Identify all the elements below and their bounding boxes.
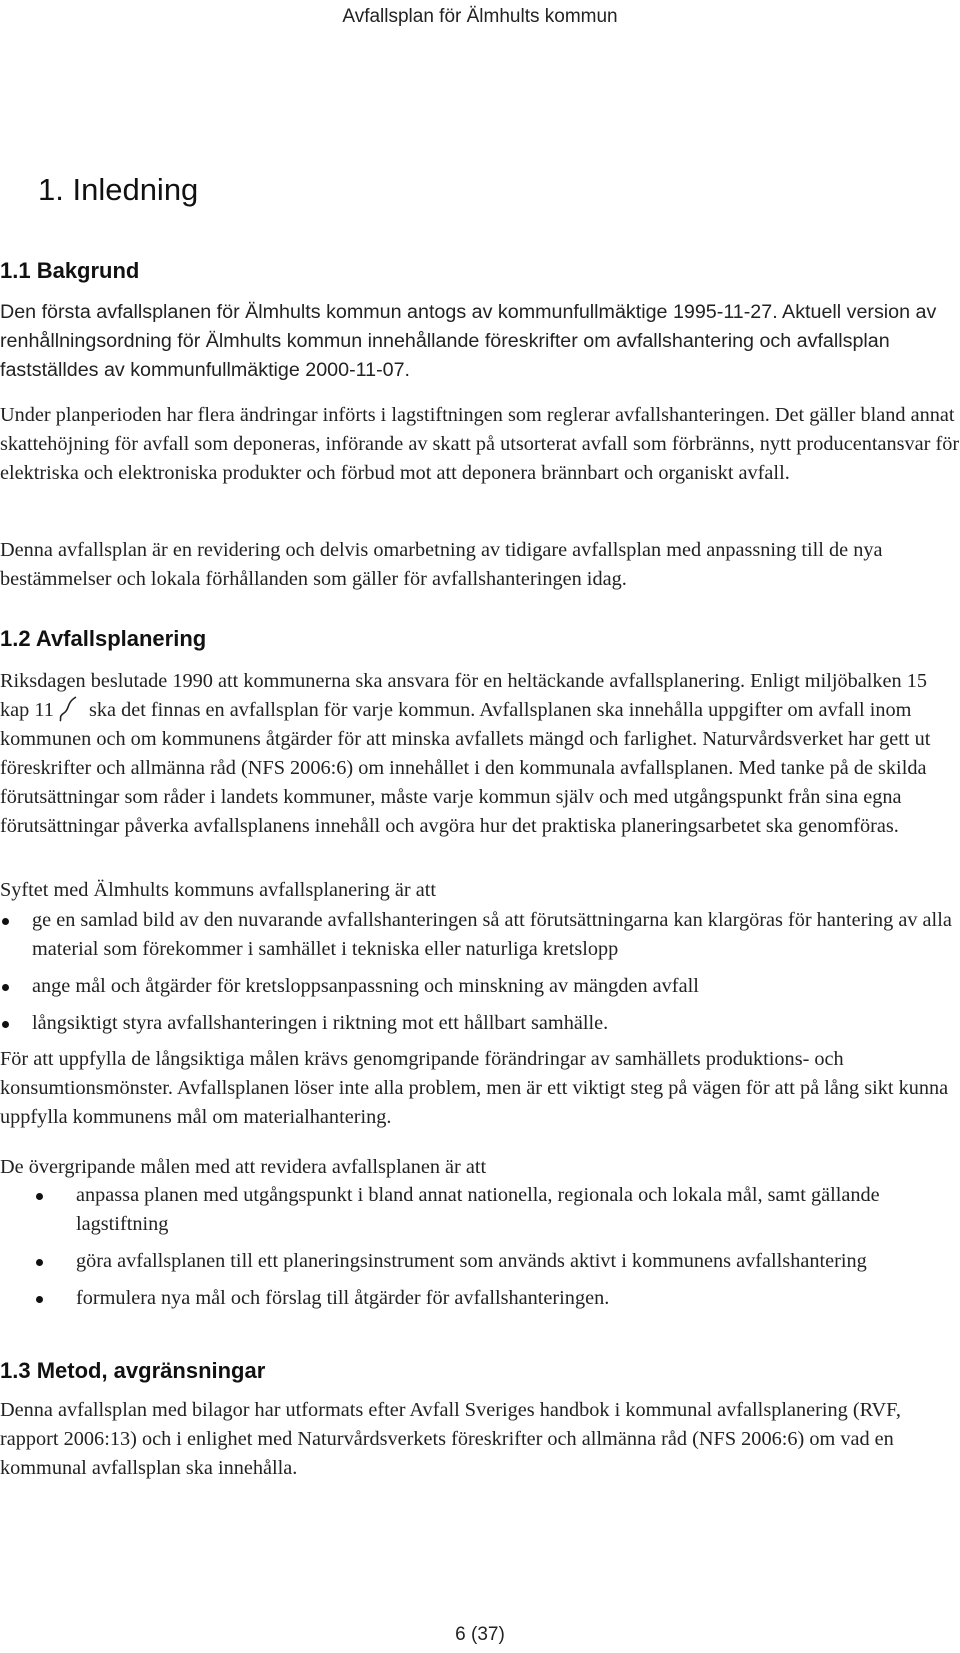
goals-bullet-list [0, 1181, 960, 1321]
chapter-heading: 1. Inledning [38, 172, 199, 207]
bullet-text: långsiktigt styra avfallshanteringen i riktning mot ett hållbart samhälle. [32, 1012, 609, 1034]
section-heading-metod: 1.3 Metod, avgränsningar [0, 1358, 266, 1383]
paragraph-bakgrund-3: Denna avfallsplan är en revidering och delvis omarbetning av tidigare avfallsplan med anpassning till de nya bestämmelser och lokala förhållanden som gäller för avfallshanteringen idag. [0, 539, 883, 590]
bullet-item [0, 1284, 960, 1313]
paragraph-avfallsplanering-1-start: Riksdagen beslutade 1990 att kommunerna ska ansvara för en heltäckande avfallsplanering. Enligt miljöbalken 15 kap 11 [0, 670, 928, 721]
bullet-item [0, 1009, 960, 1038]
paragraph-avfallsplanering-1 [0, 667, 960, 841]
bullet-icon [36, 1296, 43, 1303]
paragraph-avfallsplanering-2: För att uppfylla de långsiktiga målen krävs genomgripande förändringar av samhällets produktions- och konsumtionsmönster. Avfallsplanen löser inte alla problem, men är ett viktigt steg på vägen för att på lång sikt kunna uppfylla kommunens mål om materialhantering. [0, 1048, 949, 1128]
bullet-icon [2, 1021, 9, 1028]
bullet-item [0, 1181, 960, 1239]
bullet-item [0, 1247, 960, 1276]
paragraph-bakgrund-2: Under planperioden har flera ändringar införts i lagstiftningen som reglerar avfallshanteringen. Det gäller bland annat skattehöjning för avfall som deponeras, införande av skatt på utsorterat avfall som förbränns, nytt producentansvar för elektriska och elektroniska produkter och förbud mot att deponera brännbart och organiskt avfall. [0, 404, 960, 484]
bullet-item [0, 906, 960, 964]
bullet-text: ange mål och åtgärder för kretsloppsanpassning och minskning av mängden avfall [32, 975, 699, 997]
section-heading-avfallsplanering: 1.2 Avfallsplanering [0, 626, 207, 651]
section-heading-bakgrund: 1.1 Bakgrund [0, 258, 140, 283]
bullet-text: ge en samlad bild av den nuvarande avfallshanteringen så att förutsättningarna kan klargöras för hantering av alla material som förekommer i samhället i tekniska eller naturliga kretslopp [32, 909, 952, 960]
paragraph-avfallsplanering-1-rest: ska det finnas en avfallsplan för varje kommun. Avfallsplanen ska innehålla uppgifter om avfall inom kommunen och om kommunens åtgärder för att minska avfallets mängd och farlighet. Naturvårdsverket har gett ut föreskrifter och allmänna råd (NFS 2006:6) om innehållet i den kommunala avfallsplanen. Med tanke på de skilda förutsättningar som råder i landets kommuner, måste varje kommun själv och med utgångspunkt från sina egna förutsättningar påverka avfallsplanens innehåll och avgöra hur det praktiska planeringsarbetet ska genomföras. [0, 699, 931, 837]
bullet-icon [36, 1193, 43, 1200]
bullet-icon [2, 984, 9, 991]
bullet-icon [36, 1259, 43, 1266]
bullet-text: anpassa planen med utgångspunkt i bland annat nationella, regionala och lokala mål, samt gällande lagstiftning [76, 1184, 880, 1235]
bullet-icon [2, 918, 9, 925]
section-sign-glyph [54, 699, 84, 719]
purpose-bullet-list [0, 906, 960, 1046]
running-header: Avfallsplan för Älmhults kommun [342, 6, 618, 27]
bullet-text: göra avfallsplanen till ett planeringsinstrument som används aktivt i kommunens avfallshantering [76, 1250, 867, 1272]
bullet-text: formulera nya mål och förslag till åtgärder för avfallshanteringen. [76, 1287, 610, 1309]
paragraph-bakgrund-1: Den första avfallsplanen för Älmhults kommun antogs av kommunfullmäktige 1995-11-27. Aktuell version av renhållningsordning för Älmhults kommun innehållande föreskrifter om avfallshantering och avfallsplan fastställdes av kommunfullmäktige 2000-11-07. [0, 301, 937, 381]
purpose-intro: Syftet med Älmhults kommuns avfallsplanering är att [0, 879, 436, 901]
goals-intro: De övergripande målen med att revidera avfallsplanen är att [0, 1156, 487, 1178]
page-number: 6 (37) [455, 1624, 505, 1645]
bullet-item [0, 972, 960, 1001]
paragraph-metod-1: Denna avfallsplan med bilagor har utformats efter Avfall Sveriges handbok i kommunal avfallsplanering (RVF, rapport 2006:13) och i enlighet med Naturvårdsverkets föreskrifter och allmänna råd (NFS 2006:6) om vad en kommunal avfallsplan ska innehålla. [0, 1399, 901, 1479]
